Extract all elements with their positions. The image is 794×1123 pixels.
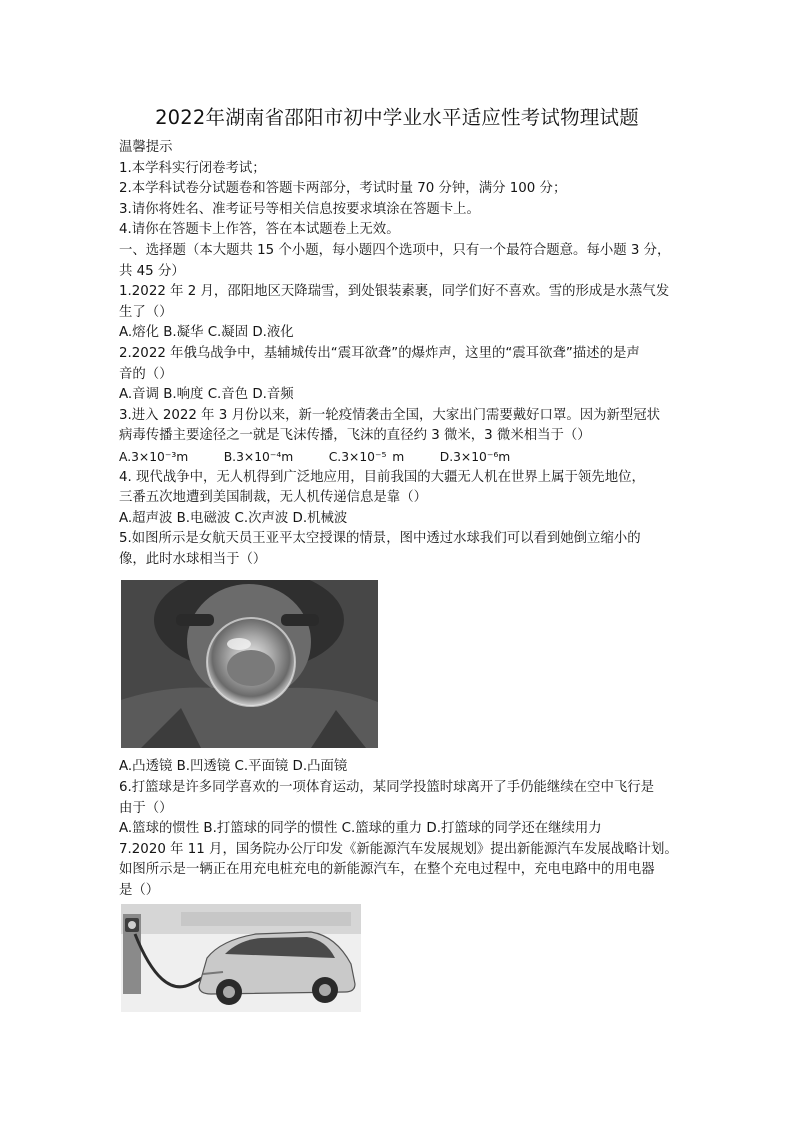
question-5-stem: 5.如图所示是女航天员王亚平太空授课的情景，图中透过水球我们可以看到她倒立缩小的: [119, 531, 641, 547]
question-5-stem-cont: 像，此时水球相当于（）: [119, 551, 267, 567]
question-7-stem: 7.2020 年 11 月，国务院办公厅印发《新能源汽车发展规划》提出新能源汽车发展战略计划。: [119, 841, 678, 857]
exam-title: 2022年湖南省邵阳市初中学业水平适应性考试物理试题: [155, 106, 639, 129]
notice-line: 4.请你在答题卡上作答，答在本试题卷上无效。: [119, 222, 400, 238]
charging-car-photo: [121, 904, 361, 1012]
question-4-stem: 4. 现代战争中，无人机得到广泛地应用，目前我国的大疆无人机在世界上属于领先地位，: [119, 469, 645, 485]
question-3-options: A.3×10⁻³m B.3×10⁻⁴m C.3×10⁻⁵ m D.3×10⁻⁶m: [119, 449, 511, 464]
question-1-stem-cont: 生了（）: [119, 304, 173, 320]
question-1-options: A.熔化 B.凝华 C.凝固 D.液化: [119, 325, 294, 341]
question-2-stem: 2.2022 年俄乌战争中，基辅城传出“震耳欲聋”的爆炸声，这里的“震耳欲聋”描述的是声: [119, 345, 640, 361]
question-2-options: A.音调 B.响度 C.音色 D.音频: [119, 387, 294, 403]
notice-line: 2.本学科试卷分试题卷和答题卡两部分，考试时量 70 分钟，满分 100 分；: [119, 181, 567, 197]
question-6-options: A.篮球的惯性 B.打篮球的同学的惯性 C.篮球的重力 D.打篮球的同学还在继续用力: [119, 821, 602, 837]
question-6-stem: 6.打篮球是许多同学喜欢的一项体育运动，某同学投篮时球离开了手仍能继续在空中飞行是: [119, 780, 655, 796]
section-heading: 一、选择题（本大题共 15 个小题，每小题四个选项中，只有一个最符合题意。每小题 3 分，: [119, 242, 671, 258]
question-3-stem-cont: 病毒传播主要途径之一就是飞沫传播，飞沫的直径约 3 微米，3 微米相当于（）: [119, 428, 591, 444]
astronaut-water-ball-illustration: [121, 580, 378, 748]
question-1-stem: 1.2022 年 2 月，邵阳地区天降瑞雪，到处银装素裹，同学们好不喜欢。雪的形成是水蒸气发: [119, 284, 670, 300]
question-3-stem: 3.进入 2022 年 3 月份以来，新一轮疫情袭击全国，大家出门需要戴好口罩。因为新型冠状: [119, 407, 661, 423]
question-5-options: A.凸透镜 B.凹透镜 C.平面镜 D.凸面镜: [119, 759, 348, 775]
question-2-stem-cont: 音的（）: [119, 366, 173, 382]
question-4-options: A.超声波 B.电磁波 C.次声波 D.机械波: [119, 510, 348, 526]
notice-line: 3.请你将姓名、准考证号等相关信息按要求填涂在答题卡上。: [119, 201, 480, 217]
question-4-stem-cont: 三番五次地遭到美国制裁，无人机传递信息是靠（）: [119, 490, 427, 506]
question-7-stem-cont: 如图所示是一辆正在用充电桩充电的新能源汽车，在整个充电过程中，充电电路中的用电器: [119, 862, 655, 878]
charging-car-illustration: [121, 904, 361, 1012]
notice-heading: 温馨提示: [119, 140, 173, 155]
spacer: [119, 570, 679, 580]
question-6-stem-cont: 由于（）: [119, 800, 173, 816]
notice-line: 1.本学科实行闭卷考试；: [119, 160, 266, 176]
question-7-stem-end: 是（）: [119, 883, 160, 899]
section-heading-cont: 共 45 分）: [119, 263, 185, 279]
exam-content: [119, 138, 679, 1012]
astronaut-water-ball-photo: [121, 580, 378, 748]
